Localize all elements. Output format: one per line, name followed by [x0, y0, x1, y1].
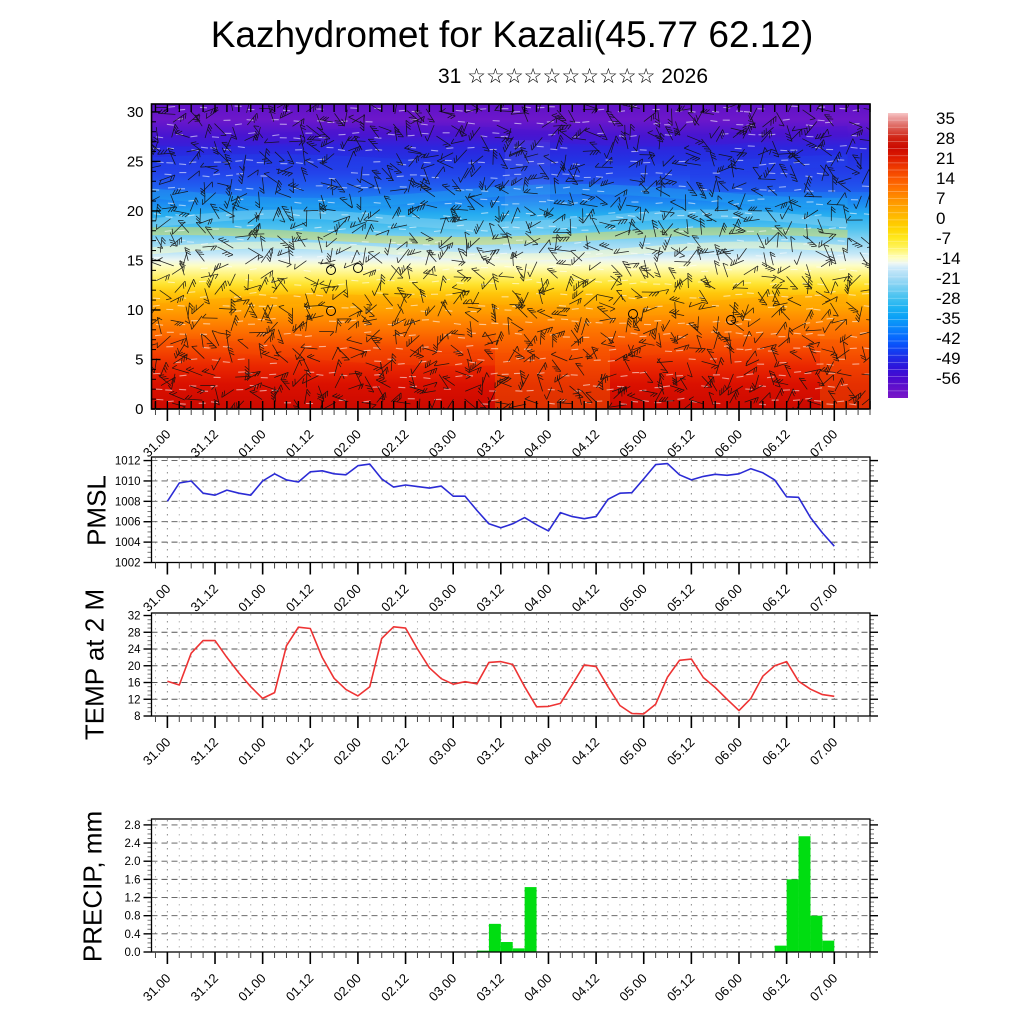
svg-text:0: 0: [936, 209, 946, 228]
svg-text:01.12: 01.12: [282, 734, 317, 769]
svg-text:31.00: 31.00: [139, 426, 174, 461]
svg-text:15: 15: [126, 252, 144, 270]
svg-text:01.12: 01.12: [282, 426, 317, 461]
svg-text:7: 7: [936, 189, 946, 208]
svg-text:31.12: 31.12: [187, 970, 222, 1005]
pmsl-panel: [115, 456, 878, 615]
svg-text:05.00: 05.00: [616, 426, 650, 461]
svg-text:1.6: 1.6: [124, 874, 141, 887]
svg-text:06.12: 06.12: [759, 970, 793, 1005]
svg-text:06.12: 06.12: [759, 734, 793, 769]
svg-text:31.00: 31.00: [139, 970, 174, 1005]
svg-text:04.12: 04.12: [568, 970, 603, 1005]
svg-text:1012: 1012: [114, 455, 141, 468]
svg-text:2.8: 2.8: [124, 819, 141, 832]
svg-text:32: 32: [127, 610, 141, 623]
svg-text:03.12: 03.12: [473, 970, 507, 1005]
precip-panel: [125, 819, 879, 1004]
svg-text:-35: -35: [936, 309, 961, 328]
svg-text:05.00: 05.00: [616, 734, 650, 769]
svg-text:10: 10: [126, 301, 144, 319]
svg-text:31.00: 31.00: [139, 581, 174, 615]
pmsl-axis-title: PMSL: [81, 475, 112, 546]
svg-text:05.12: 05.12: [663, 426, 698, 461]
svg-text:05.00: 05.00: [616, 581, 650, 615]
svg-text:04.00: 04.00: [520, 734, 555, 769]
svg-text:06.12: 06.12: [759, 426, 793, 461]
svg-text:28: 28: [936, 129, 955, 148]
svg-text:24: 24: [127, 644, 141, 657]
svg-text:31.12: 31.12: [187, 426, 222, 461]
svg-text:31.00: 31.00: [139, 734, 174, 769]
colorbar: [888, 109, 961, 398]
svg-text:-7: -7: [936, 229, 952, 248]
svg-text:8: 8: [134, 711, 141, 723]
svg-text:-28: -28: [936, 289, 961, 308]
precip-bar: [810, 916, 822, 952]
svg-text:01.00: 01.00: [235, 581, 269, 615]
svg-text:30: 30: [126, 103, 144, 121]
svg-text:04.12: 04.12: [568, 581, 603, 615]
svg-text:21: 21: [936, 149, 955, 168]
svg-text:07.00: 07.00: [806, 581, 841, 615]
svg-text:0.8: 0.8: [124, 910, 141, 923]
svg-text:02.00: 02.00: [330, 581, 365, 615]
date-subtitle: 31 ☆☆☆☆☆☆☆☆☆☆ 2026: [437, 65, 709, 88]
svg-text:05.00: 05.00: [616, 970, 650, 1005]
pmsl-line: [167, 464, 834, 547]
cross-section-panel: [127, 93, 961, 460]
svg-text:1008: 1008: [114, 496, 141, 509]
svg-text:31.12: 31.12: [187, 734, 222, 769]
page-title: Kazhydromet for Kazali(45.77 62.12): [210, 14, 814, 55]
svg-text:0.0: 0.0: [124, 947, 141, 959]
svg-text:04.00: 04.00: [520, 970, 555, 1005]
svg-text:07.00: 07.00: [806, 970, 841, 1005]
svg-text:04.00: 04.00: [520, 426, 555, 461]
svg-text:-42: -42: [936, 329, 961, 348]
svg-text:1.2: 1.2: [124, 892, 141, 905]
svg-text:-49: -49: [936, 349, 961, 368]
svg-text:2.0: 2.0: [124, 856, 141, 869]
svg-text:5: 5: [135, 351, 144, 369]
svg-text:04.12: 04.12: [568, 734, 603, 769]
svg-text:04.00: 04.00: [520, 581, 555, 615]
svg-text:03.00: 03.00: [425, 581, 460, 615]
svg-text:03.00: 03.00: [425, 426, 460, 461]
svg-text:04.12: 04.12: [568, 426, 603, 461]
svg-text:25: 25: [126, 153, 144, 171]
svg-text:05.12: 05.12: [663, 734, 698, 769]
svg-text:0.4: 0.4: [124, 928, 141, 941]
svg-text:06.12: 06.12: [759, 581, 793, 615]
precip-bar: [787, 879, 799, 952]
svg-text:02.12: 02.12: [378, 734, 412, 769]
svg-text:-21: -21: [936, 269, 961, 288]
precip-bar: [822, 941, 834, 952]
precip-bar: [501, 942, 513, 952]
svg-text:2.4: 2.4: [124, 838, 141, 851]
svg-text:02.12: 02.12: [378, 581, 412, 615]
svg-text:01.12: 01.12: [282, 581, 317, 615]
svg-text:1004: 1004: [114, 537, 141, 550]
svg-text:03.00: 03.00: [425, 970, 460, 1005]
svg-text:28: 28: [127, 627, 141, 640]
svg-text:07.00: 07.00: [806, 734, 841, 769]
svg-text:16: 16: [127, 677, 141, 690]
svg-text:02.00: 02.00: [330, 970, 365, 1005]
precip-bar: [489, 924, 501, 952]
svg-text:01.12: 01.12: [282, 970, 317, 1005]
svg-text:35: 35: [936, 109, 955, 128]
svg-text:01.00: 01.00: [235, 970, 269, 1005]
precip-bar: [799, 836, 811, 952]
svg-text:-56: -56: [936, 369, 961, 388]
svg-text:03.00: 03.00: [425, 734, 460, 769]
svg-text:1006: 1006: [114, 516, 141, 529]
svg-text:01.00: 01.00: [235, 734, 269, 769]
svg-text:06.00: 06.00: [711, 734, 746, 769]
svg-text:02.12: 02.12: [378, 970, 412, 1005]
svg-text:-14: -14: [936, 249, 961, 268]
precip-bar: [775, 946, 787, 952]
svg-text:05.12: 05.12: [663, 581, 698, 615]
svg-text:06.00: 06.00: [711, 426, 746, 461]
svg-text:02.00: 02.00: [330, 426, 365, 461]
svg-text:14: 14: [936, 169, 955, 188]
precip-axis-title: PRECIP, mm: [77, 810, 108, 963]
svg-text:05.12: 05.12: [663, 970, 698, 1005]
temp-panel: [128, 611, 878, 769]
temp-axis-title: TEMP at 2 M: [79, 588, 110, 741]
svg-text:20: 20: [126, 202, 144, 220]
svg-text:1002: 1002: [114, 557, 141, 570]
svg-text:31.12: 31.12: [187, 581, 222, 615]
svg-text:03.12: 03.12: [473, 734, 507, 769]
precip-bar: [525, 887, 537, 952]
svg-text:06.00: 06.00: [711, 581, 746, 615]
svg-text:0: 0: [135, 401, 144, 418]
svg-text:12: 12: [127, 694, 141, 707]
svg-text:06.00: 06.00: [711, 970, 746, 1005]
svg-text:02.12: 02.12: [378, 426, 412, 461]
svg-text:20: 20: [127, 660, 141, 673]
svg-text:03.12: 03.12: [473, 581, 507, 615]
svg-text:1010: 1010: [114, 475, 141, 488]
svg-text:07.00: 07.00: [806, 426, 841, 461]
svg-text:02.00: 02.00: [330, 734, 365, 769]
svg-text:03.12: 03.12: [473, 426, 507, 461]
svg-text:01.00: 01.00: [235, 426, 269, 461]
